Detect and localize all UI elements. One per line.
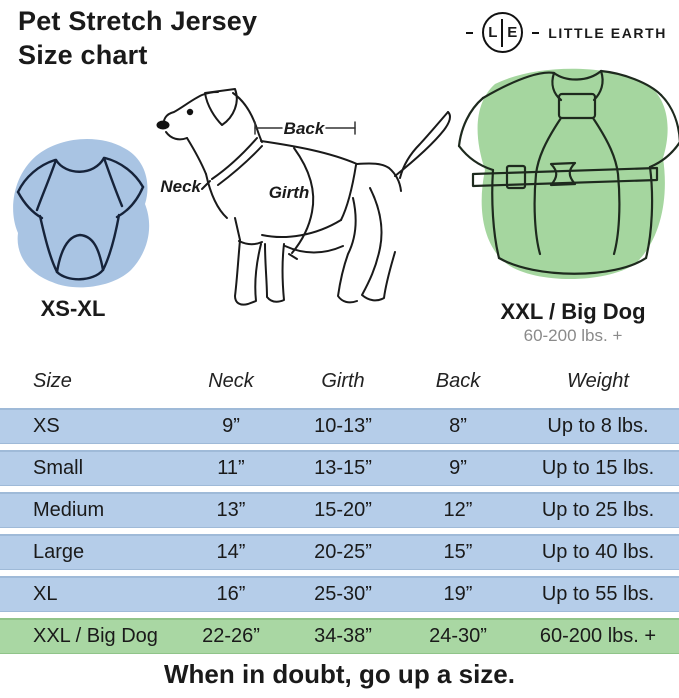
cell-weight: Up to 55 lbs. <box>541 583 655 605</box>
table-row-small <box>0 450 679 486</box>
table-row-xs <box>0 408 679 444</box>
brand-initial-right: E <box>507 24 518 41</box>
cell-neck: 13” <box>216 499 246 521</box>
table-row-large <box>0 534 679 570</box>
col-header-back: Back <box>435 369 481 392</box>
size-table-header <box>0 366 679 396</box>
cell-girth: 25-30” <box>314 583 372 605</box>
dog-neck-label: Neck <box>160 177 201 196</box>
col-header-neck: Neck <box>208 369 254 392</box>
col-header-weight: Weight <box>567 369 629 392</box>
cell-back: 9” <box>449 457 467 479</box>
cell-back: 8” <box>449 415 467 437</box>
big-shirt-illustration <box>453 58 679 293</box>
size-table <box>0 366 679 660</box>
cell-weight: Up to 25 lbs. <box>541 499 655 521</box>
table-row-xxl-big-dog <box>0 618 679 654</box>
dog-back-label: Back <box>283 119 325 138</box>
cell-weight: 60-200 lbs. + <box>539 625 657 647</box>
cell-weight: Up to 40 lbs. <box>541 541 655 563</box>
cell-neck: 14” <box>216 541 246 563</box>
col-header-size: Size <box>33 369 72 392</box>
page-title-line2: Size chart <box>18 40 148 70</box>
cell-neck: 22-26” <box>202 625 260 647</box>
dog-measurement-diagram <box>143 68 465 316</box>
small-shirt-size-label: XS-XL <box>40 296 106 321</box>
big-shirt-size-label: XXL / Big Dog <box>500 299 646 324</box>
dog-girth-label: Girth <box>268 183 310 202</box>
cell-back: 15” <box>443 541 473 563</box>
cell-size: Large <box>33 541 85 563</box>
footer-note: When in doubt, go up a size. <box>164 659 515 689</box>
cell-weight: Up to 8 lbs. <box>547 415 649 437</box>
cell-back: 12” <box>443 499 473 521</box>
page-title-line1: Pet Stretch Jersey <box>18 6 258 36</box>
cell-girth: 13-15” <box>314 457 372 479</box>
cell-girth: 15-20” <box>314 499 372 521</box>
col-header-girth: Girth <box>321 369 365 392</box>
page-title <box>18 4 257 72</box>
brand-initial-left: L <box>488 24 498 41</box>
cell-neck: 16” <box>216 583 246 605</box>
cell-size: XS <box>33 415 60 437</box>
cell-size: XL <box>33 583 58 605</box>
little-earth-monogram-icon <box>482 12 523 53</box>
small-shirt-illustration <box>4 130 156 295</box>
cell-size: Small <box>33 457 84 479</box>
logo-right-tick <box>532 32 539 34</box>
cell-size: XXL / Big Dog <box>33 625 158 647</box>
cell-size: Medium <box>33 499 105 521</box>
cell-girth: 20-25” <box>314 541 372 563</box>
logo-left-tick <box>466 32 473 34</box>
cell-weight: Up to 15 lbs. <box>541 457 655 479</box>
brand-logo <box>466 12 667 53</box>
cell-girth: 34-38” <box>314 625 372 647</box>
cell-back: 19” <box>443 583 473 605</box>
cell-neck: 11” <box>217 457 245 479</box>
big-shirt-weight-label: 60-200 lbs. + <box>523 326 623 345</box>
cell-girth: 10-13” <box>314 415 372 437</box>
table-row-medium <box>0 492 679 528</box>
brand-name: LITTLE EARTH <box>548 24 667 41</box>
cell-back: 24-30” <box>429 625 487 647</box>
cell-neck: 9” <box>222 415 240 437</box>
table-row-xl <box>0 576 679 612</box>
